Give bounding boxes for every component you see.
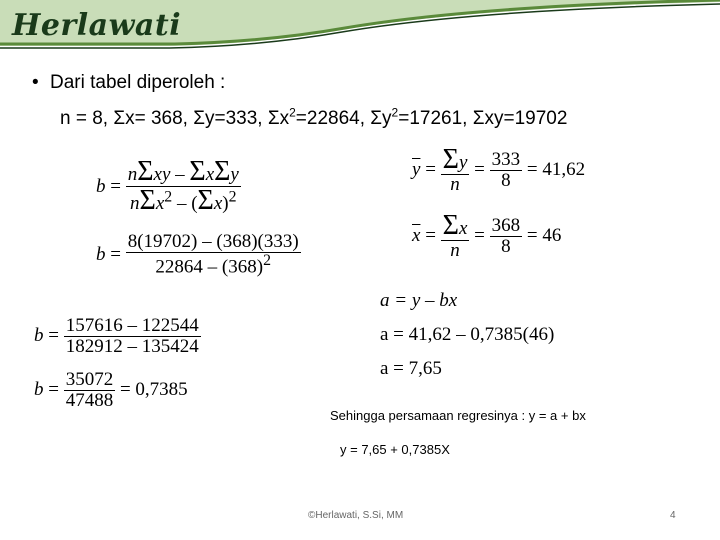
formula-a-general <box>380 290 457 312</box>
sum-y: y=333, <box>205 108 263 129</box>
ybar-general-numerator: Σy <box>442 144 468 175</box>
sum-n: n = 8, <box>60 108 109 129</box>
xbar-general-numerator: Σx <box>442 210 468 241</box>
ybar-general-fraction <box>441 146 470 195</box>
xbar-general-fraction <box>441 212 470 261</box>
footer-credit: ©Herlawati, S.Si, MM <box>308 510 404 521</box>
sigma-icon: Σ <box>267 108 280 129</box>
xbar-general-denominator: n <box>450 240 460 261</box>
formula-ybar: $\overline{y}$ = $\frac{\Sigma y}{n}$ = $\frac{333}{8}$ = 41,62 <box>412 144 586 195</box>
formula-a-result <box>380 358 442 380</box>
formula-b-fraction <box>126 158 241 215</box>
xbar-value-fraction <box>490 216 523 257</box>
formula-b2-numerator: 8(19702) – (368)(333) <box>127 231 299 252</box>
sigma-icon: Σ <box>113 108 126 129</box>
ybar-result: = 41,62 <box>526 159 586 181</box>
slide-header <box>0 0 720 52</box>
intro-text: Dari tabel diperoleh : <box>50 72 226 93</box>
summary-line <box>60 105 568 130</box>
formula-b4-denominator: 47488 <box>65 389 114 411</box>
sum-x2-value: =22864, <box>295 108 366 129</box>
xbar-result: = 46 <box>526 225 562 247</box>
regression-equation: y = 7,65 + 0,7385X <box>340 442 450 457</box>
formula-b-lhs: b <box>96 243 106 265</box>
formula-b-lhs: b <box>34 325 44 347</box>
page-number: 4 <box>670 510 676 521</box>
sigma-icon: Σ <box>370 108 383 129</box>
formula-b3-fraction <box>64 316 201 357</box>
bullet-icon: • <box>32 72 39 93</box>
formula-a1-text: a = y – bx <box>380 290 458 311</box>
sum-xy: xy=19702 <box>484 108 568 129</box>
intro-bullet <box>32 72 225 94</box>
formula-xbar: $\overline{x}$ = $\frac{\Sigma x}{n}$ = $\frac{368}{8}$ = 46 <box>412 210 562 261</box>
xbar-denominator: 8 <box>501 235 511 257</box>
formula-b-step: b = $\frac{157616 - 122544}{182912 - 135424}$ <box>34 315 199 357</box>
ybar-symbol: $\overline{y}$ <box>412 159 421 181</box>
formula-b-general: b = $\frac{\text{nΣxy – ΣxΣy}}{n\Sigma x^2 - (\Sigma x)^2}$ <box>96 156 239 216</box>
xbar-numerator: 368 <box>491 215 521 237</box>
sigma-icon: Σ <box>193 108 205 129</box>
sigma-icon: Σ <box>472 108 485 129</box>
formula-b3-denominator: 182912 – 135424 <box>65 335 199 357</box>
superscript-two: 2 <box>391 105 399 120</box>
formula-b3-numerator: 157616 – 122544 <box>65 315 199 336</box>
formula-b-lhs: b <box>96 175 106 197</box>
formula-a-substituted <box>380 324 554 346</box>
ybar-general-denominator: n <box>450 174 460 195</box>
formula-b4-numerator: 35072 <box>65 369 114 390</box>
ybar-numerator: 333 <box>491 149 521 171</box>
ybar-denominator: 8 <box>501 169 511 191</box>
formula-b4-fraction <box>64 370 116 411</box>
superscript-two: 2 <box>289 105 296 120</box>
ybar-value-fraction <box>490 150 523 191</box>
formula-b-lhs: b <box>34 379 44 401</box>
formula-a3-text: a = 7,65 <box>380 358 442 379</box>
sum-x2-base: x <box>279 108 290 129</box>
formula-b2-den-text: 22864 – (368) <box>155 256 264 278</box>
formula-b-numerator: nΣxy – ΣxΣy <box>127 156 239 187</box>
sum-y2-value: =17261, <box>398 108 468 129</box>
sum-y2-base: y <box>382 108 392 129</box>
xbar-symbol: $\overline{x}$ <box>412 225 421 247</box>
regression-caption: Sehingga persamaan regresinya : y = a + bx <box>330 408 586 423</box>
formula-b-result: b = $\frac{35072}{47488}$ = 0,7385 <box>34 369 188 411</box>
superscript-two: 2 <box>263 251 271 269</box>
brand-logo-text: Herlawati <box>12 8 182 43</box>
formula-b4-result: = 0,7385 <box>119 379 188 401</box>
sum-x: x= 368, <box>125 108 188 129</box>
formula-b2-fraction <box>126 232 301 277</box>
formula-b-denominator: $n\Sigma x^2 - (\Sigma x)^2$ <box>130 185 237 216</box>
formula-b2-denominator <box>153 253 273 277</box>
formula-a2-text: a = 41,62 – 0,7385(46) <box>380 324 555 345</box>
formula-b-substituted: b = $\frac{8(19702) - (368)(333)}{22864 - (368)^2}$ <box>96 231 299 278</box>
